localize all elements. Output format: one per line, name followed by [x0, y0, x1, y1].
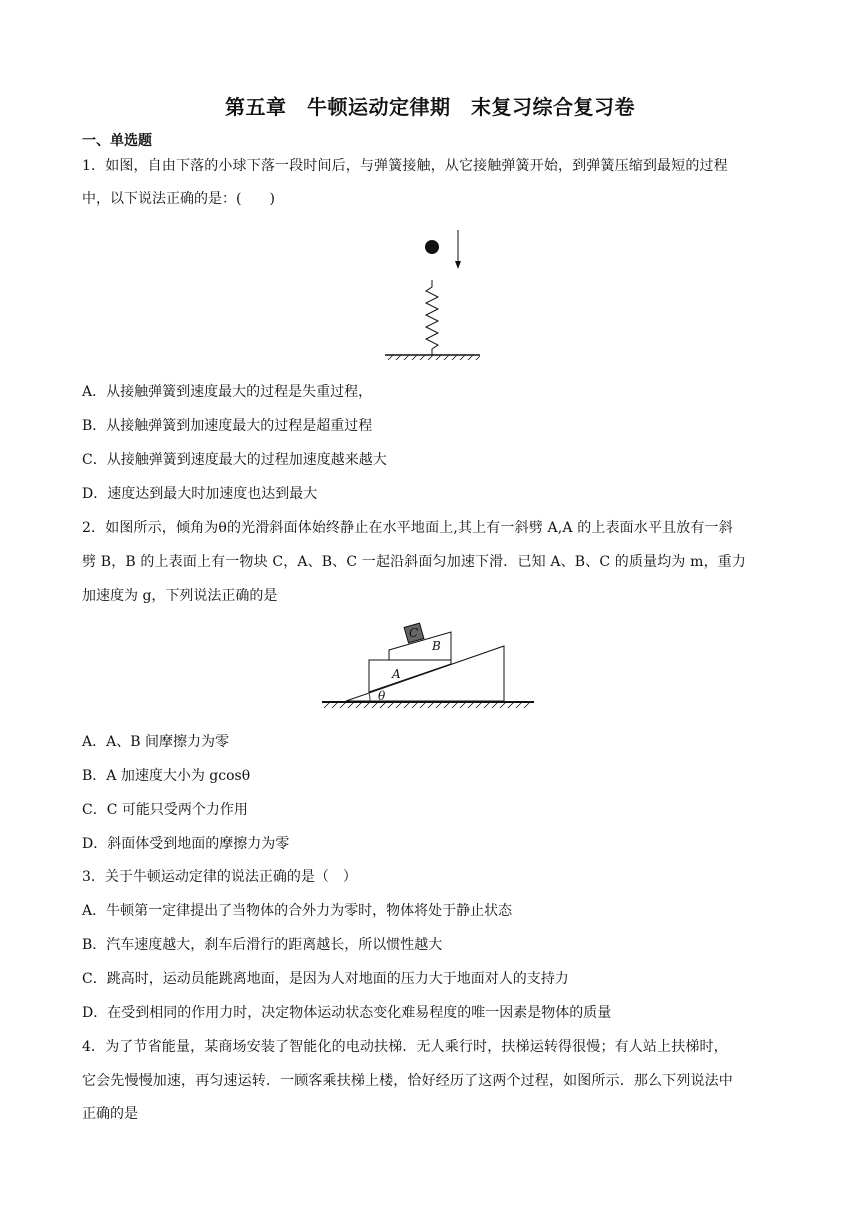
label-theta: θ	[378, 689, 386, 703]
label-a: A	[392, 667, 401, 681]
q2-option-c: C．C 可能只受两个力作用	[82, 802, 248, 818]
page-title: 第五章 牛顿运动定律期 末复习综合复习卷	[225, 95, 635, 119]
wedge-a	[369, 660, 451, 692]
label-c: C	[409, 626, 419, 640]
spring	[426, 280, 438, 355]
incline-body	[346, 646, 504, 701]
q1-stem-line2: 中，以下说法正确的是：( )	[82, 191, 275, 207]
q1-option-a: A．从接触弹簧到速度最大的过程是失重过程，	[82, 384, 373, 400]
q1-option-d: D．速度达到最大时加速度也达到最大	[82, 486, 318, 502]
q4-stem-line2: 它会先慢慢加速，再匀速运转．一顾客乘扶梯上楼，恰好经历了这两个过程，如图所示．那么下列说法中	[82, 1073, 733, 1089]
q1-option-b: B．从接触弹簧到加速度最大的过程是超重过程	[82, 418, 373, 434]
falling-ball	[425, 240, 439, 254]
q3-option-a: A．牛顿第一定律提出了当物体的合外力为零时，物体将处于静止状态	[82, 903, 513, 919]
q3-option-d: D．在受到相同的作用力时，决定物体运动状态变化难易程度的唯一因素是物体的质量	[82, 1005, 612, 1021]
q2-stem-line3: 加速度为 g，下列说法正确的是	[82, 588, 278, 604]
q3-option-c: C．跳高时，运动员能跳离地面，是因为人对地面的压力大于地面对人的支持力	[82, 971, 569, 987]
q1-stem-line1: 1．如图，自由下落的小球下落一段时间后，与弹簧接触，从它接触弹簧开始，到弹簧压缩到最短的过程	[82, 158, 728, 174]
q2-stem-line1: 2．如图所示，倾角为θ的光滑斜面体始终静止在水平地面上,其上有一斜劈 A,A 的上表面水平且放有一斜	[82, 520, 733, 536]
q2-stem-line2: 劈 B，B 的上表面上有一物块 C，A、B、C 一起沿斜面匀加速下滑．已知 A、B、C 的质量均为 m，重力	[82, 554, 747, 570]
q1-option-c: C．从接触弹簧到速度最大的过程加速度越来越大	[82, 452, 387, 468]
q3-option-b: B．汽车速度越大，刹车后滑行的距离越长，所以惯性越大	[82, 937, 443, 953]
q2-option-b: B．A 加速度大小为 gcosθ	[82, 768, 251, 784]
label-b: B	[432, 639, 441, 653]
q4-stem-line3: 正确的是	[82, 1106, 138, 1122]
q2-figure-incline	[320, 616, 540, 716]
q1-figure-ball-spring	[380, 225, 490, 365]
q3-stem: 3．关于牛顿运动定律的说法正确的是（ ）	[82, 869, 357, 885]
q2-option-d: D．斜面体受到地面的摩擦力为零	[82, 836, 290, 852]
q4-stem-line1: 4．为了节省能量，某商场安装了智能化的电动扶梯．无人乘行时，扶梯运转得很慢；有人站上扶梯时，	[82, 1039, 728, 1055]
q2-option-a: A．A、B 间摩擦力为零	[82, 734, 229, 750]
arrow-head-icon	[455, 261, 461, 269]
section-heading: 一、单选题	[82, 133, 152, 149]
